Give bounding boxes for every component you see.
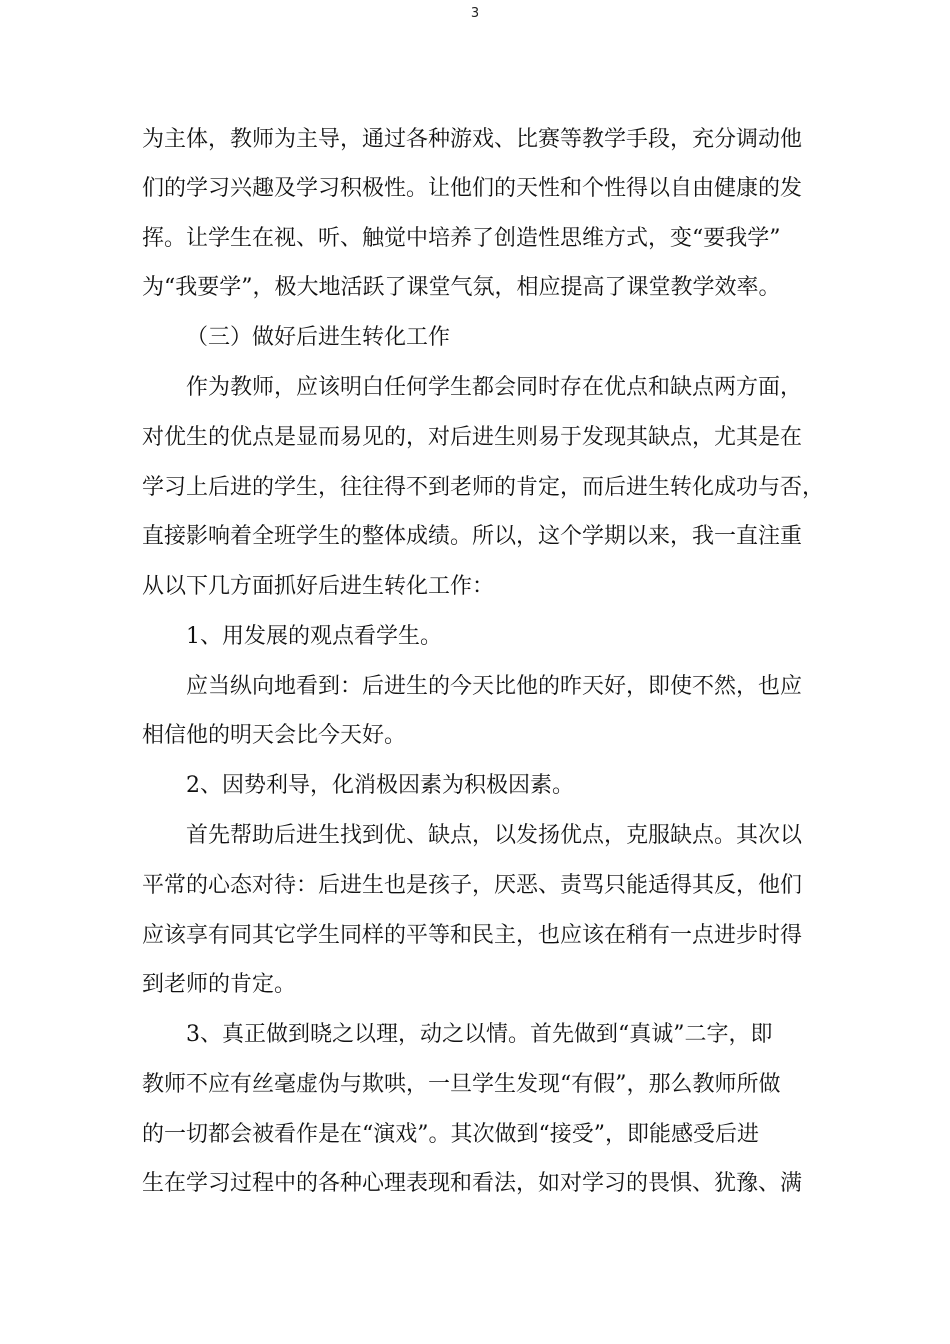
paragraph-line: 从以下几方面抓好后进生转化工作： [142, 574, 495, 599]
paragraph-line: 3、真正做到晓之以理，动之以情。首先做到“真诚”二字，即 [186, 1022, 773, 1047]
paragraph-line: 教师不应有丝毫虚伪与欺哄，一旦学生发现“有假”，那么教师所做 [142, 1072, 781, 1097]
paragraph-line: 的一切都会被看作是在“演戏”。其次做到“接受”，即能感受后进 [142, 1122, 759, 1147]
paragraph-line: 应该享有同其它学生同样的平等和民主，也应该在稍有一点进步时得 [142, 923, 803, 948]
paragraph-line: 生在学习过程中的各种心理表现和看法，如对学习的畏惧、犹豫、满 [142, 1171, 803, 1196]
page-number: 3 [470, 6, 480, 21]
paragraph-line: 到老师的肯定。 [142, 972, 297, 997]
section-heading: （三）做好后进生转化工作 [186, 325, 451, 350]
paragraph-line: 对优生的优点是显而易见的，对后进生则易于发现其缺点，尤其是在 [142, 425, 803, 450]
paragraph-line: 作为教师，应该明白任何学生都会同时存在优点和缺点两方面， [186, 375, 803, 400]
list-item-heading: 2、因势利导，化消极因素为积极因素。 [186, 773, 574, 798]
paragraph-line: 应当纵向地看到：后进生的今天比他的昨天好，即使不然，也应 [186, 674, 803, 699]
paragraph-line: 平常的心态对待：后进生也是孩子，厌恶、责骂只能适得其反，他们 [142, 873, 803, 898]
paragraph-line: 们的学习兴趣及学习积极性。让他们的天性和个性得以自由健康的发 [142, 176, 803, 201]
paragraph-line: 相信他的明天会比今天好。 [142, 723, 407, 748]
paragraph-line: 为“我要学”，极大地活跃了课堂气氛，相应提高了课堂教学效率。 [142, 275, 781, 300]
paragraph-line: 学习上后进的学生，往往得不到老师的肯定，而后进生转化成功与否， [142, 475, 825, 500]
paragraph-line: 直接影响着全班学生的整体成绩。所以，这个学期以来，我一直注重 [142, 524, 803, 549]
paragraph-line: 为主体，教师为主导，通过各种游戏、比赛等教学手段，充分调动他 [142, 127, 803, 152]
list-item-heading: 1、用发展的观点看学生。 [186, 624, 442, 649]
paragraph-line: 首先帮助后进生找到优、缺点，以发扬优点，克服缺点。其次以 [186, 823, 803, 848]
paragraph-line: 挥。让学生在视、听、触觉中培养了创造性思维方式，变“要我学” [142, 226, 781, 251]
